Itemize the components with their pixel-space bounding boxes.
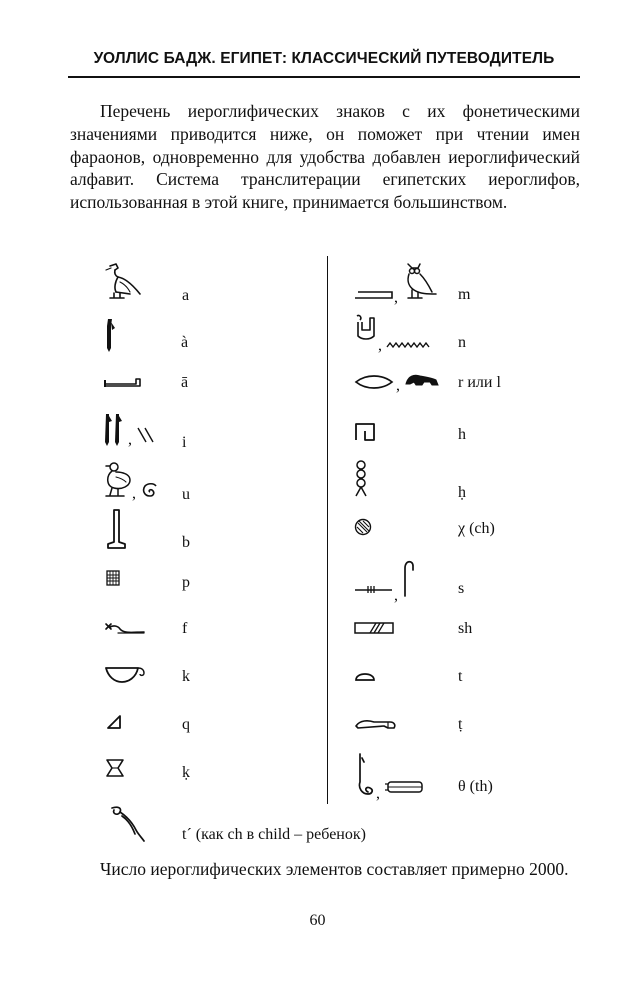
- mouth-icon: [354, 374, 394, 390]
- phonetic-label: h: [458, 426, 466, 443]
- comma: ,: [128, 431, 132, 448]
- phonetic-label: ḳ: [182, 764, 190, 781]
- tethering-rope-icon: [108, 804, 148, 844]
- comma: ,: [376, 785, 380, 802]
- arm-icon: [104, 374, 144, 388]
- twisted-flax-icon: [354, 460, 368, 498]
- tongs-icon: [354, 290, 394, 300]
- closing-paragraph: Число иероглифических элементов составляет примерно 2000.: [100, 859, 569, 879]
- phonetic-label: à: [181, 334, 189, 351]
- reed-shelter-icon: [354, 422, 376, 442]
- hobble-icon: [354, 716, 398, 732]
- water-icon: [386, 340, 430, 350]
- phonetic-label: sh: [458, 620, 473, 637]
- phonetic-label: m: [458, 286, 471, 303]
- comma: ,: [394, 587, 398, 604]
- comma: ,: [378, 337, 382, 354]
- hill-slope-icon: [106, 714, 122, 730]
- vulture-icon: [102, 262, 144, 300]
- red-crown-icon: [354, 312, 378, 346]
- header-rule: [68, 76, 580, 78]
- phonetic-label: n: [458, 334, 466, 351]
- comma: ,: [396, 377, 400, 394]
- double-reed-icon: [104, 412, 128, 448]
- tether-hand-icon: [354, 752, 376, 798]
- phonetic-label: ḥ: [458, 484, 466, 501]
- rope-icon: [384, 780, 424, 794]
- stool-icon: [106, 570, 120, 586]
- phonetic-label: a: [182, 287, 190, 304]
- horned-viper-icon: [104, 620, 146, 636]
- quail-chick-icon: [102, 460, 134, 498]
- reed-leaf-icon: [104, 318, 118, 354]
- comma: ,: [132, 485, 136, 502]
- door-bolt-icon: [354, 584, 394, 594]
- coil-icon: [142, 482, 158, 498]
- owl-icon: [402, 262, 438, 300]
- comma: ,: [394, 289, 398, 306]
- bread-loaf-icon: [354, 668, 376, 682]
- jar-stand-icon: [104, 758, 126, 778]
- phonetic-label: r или l: [458, 374, 501, 391]
- phonetic-label: f: [182, 620, 188, 637]
- running-header: УОЛЛИС БАДЖ. ЕГИПЕТ: КЛАССИЧЕСКИЙ ПУТЕВОДИТЕЛЬ: [93, 50, 555, 67]
- phonetic-label: q: [182, 716, 190, 733]
- foot-icon: [104, 508, 128, 550]
- double-stroke-icon: [136, 426, 156, 444]
- phonetic-label: χ (ch): [458, 520, 495, 537]
- phonetic-label: ṭ: [458, 716, 463, 733]
- phonetic-label: k: [182, 668, 190, 685]
- column-divider: [327, 256, 328, 804]
- intro-paragraph: Перечень иероглифических знаков с их фонетическими значениями приводится ниже, он поможет при чтении имен фараонов, одновременно для удобства добавлен иероглифический алфавит. Система транслитерации египетских иероглифов, использованная в этой книге, принимается большинством.: [70, 101, 580, 213]
- phonetic-label: θ (th): [458, 778, 493, 795]
- phonetic-label: b: [182, 534, 190, 551]
- phonetic-label: u: [182, 486, 190, 503]
- bolt-cloth-icon: [402, 558, 416, 598]
- placenta-icon: [354, 518, 372, 536]
- phonetic-label: s: [458, 580, 465, 597]
- mouth-lion-icon: [404, 372, 440, 388]
- phonetic-label: t: [458, 668, 463, 685]
- phonetic-label: i: [182, 434, 187, 451]
- phonetic-label: p: [182, 574, 190, 591]
- pool-icon: [354, 622, 394, 634]
- phonetic-label: t´ (как ch в child – ребенок): [182, 826, 366, 843]
- phonetic-label: ā: [181, 374, 189, 391]
- basket-icon: [104, 664, 146, 686]
- page-number: 60: [309, 912, 326, 929]
